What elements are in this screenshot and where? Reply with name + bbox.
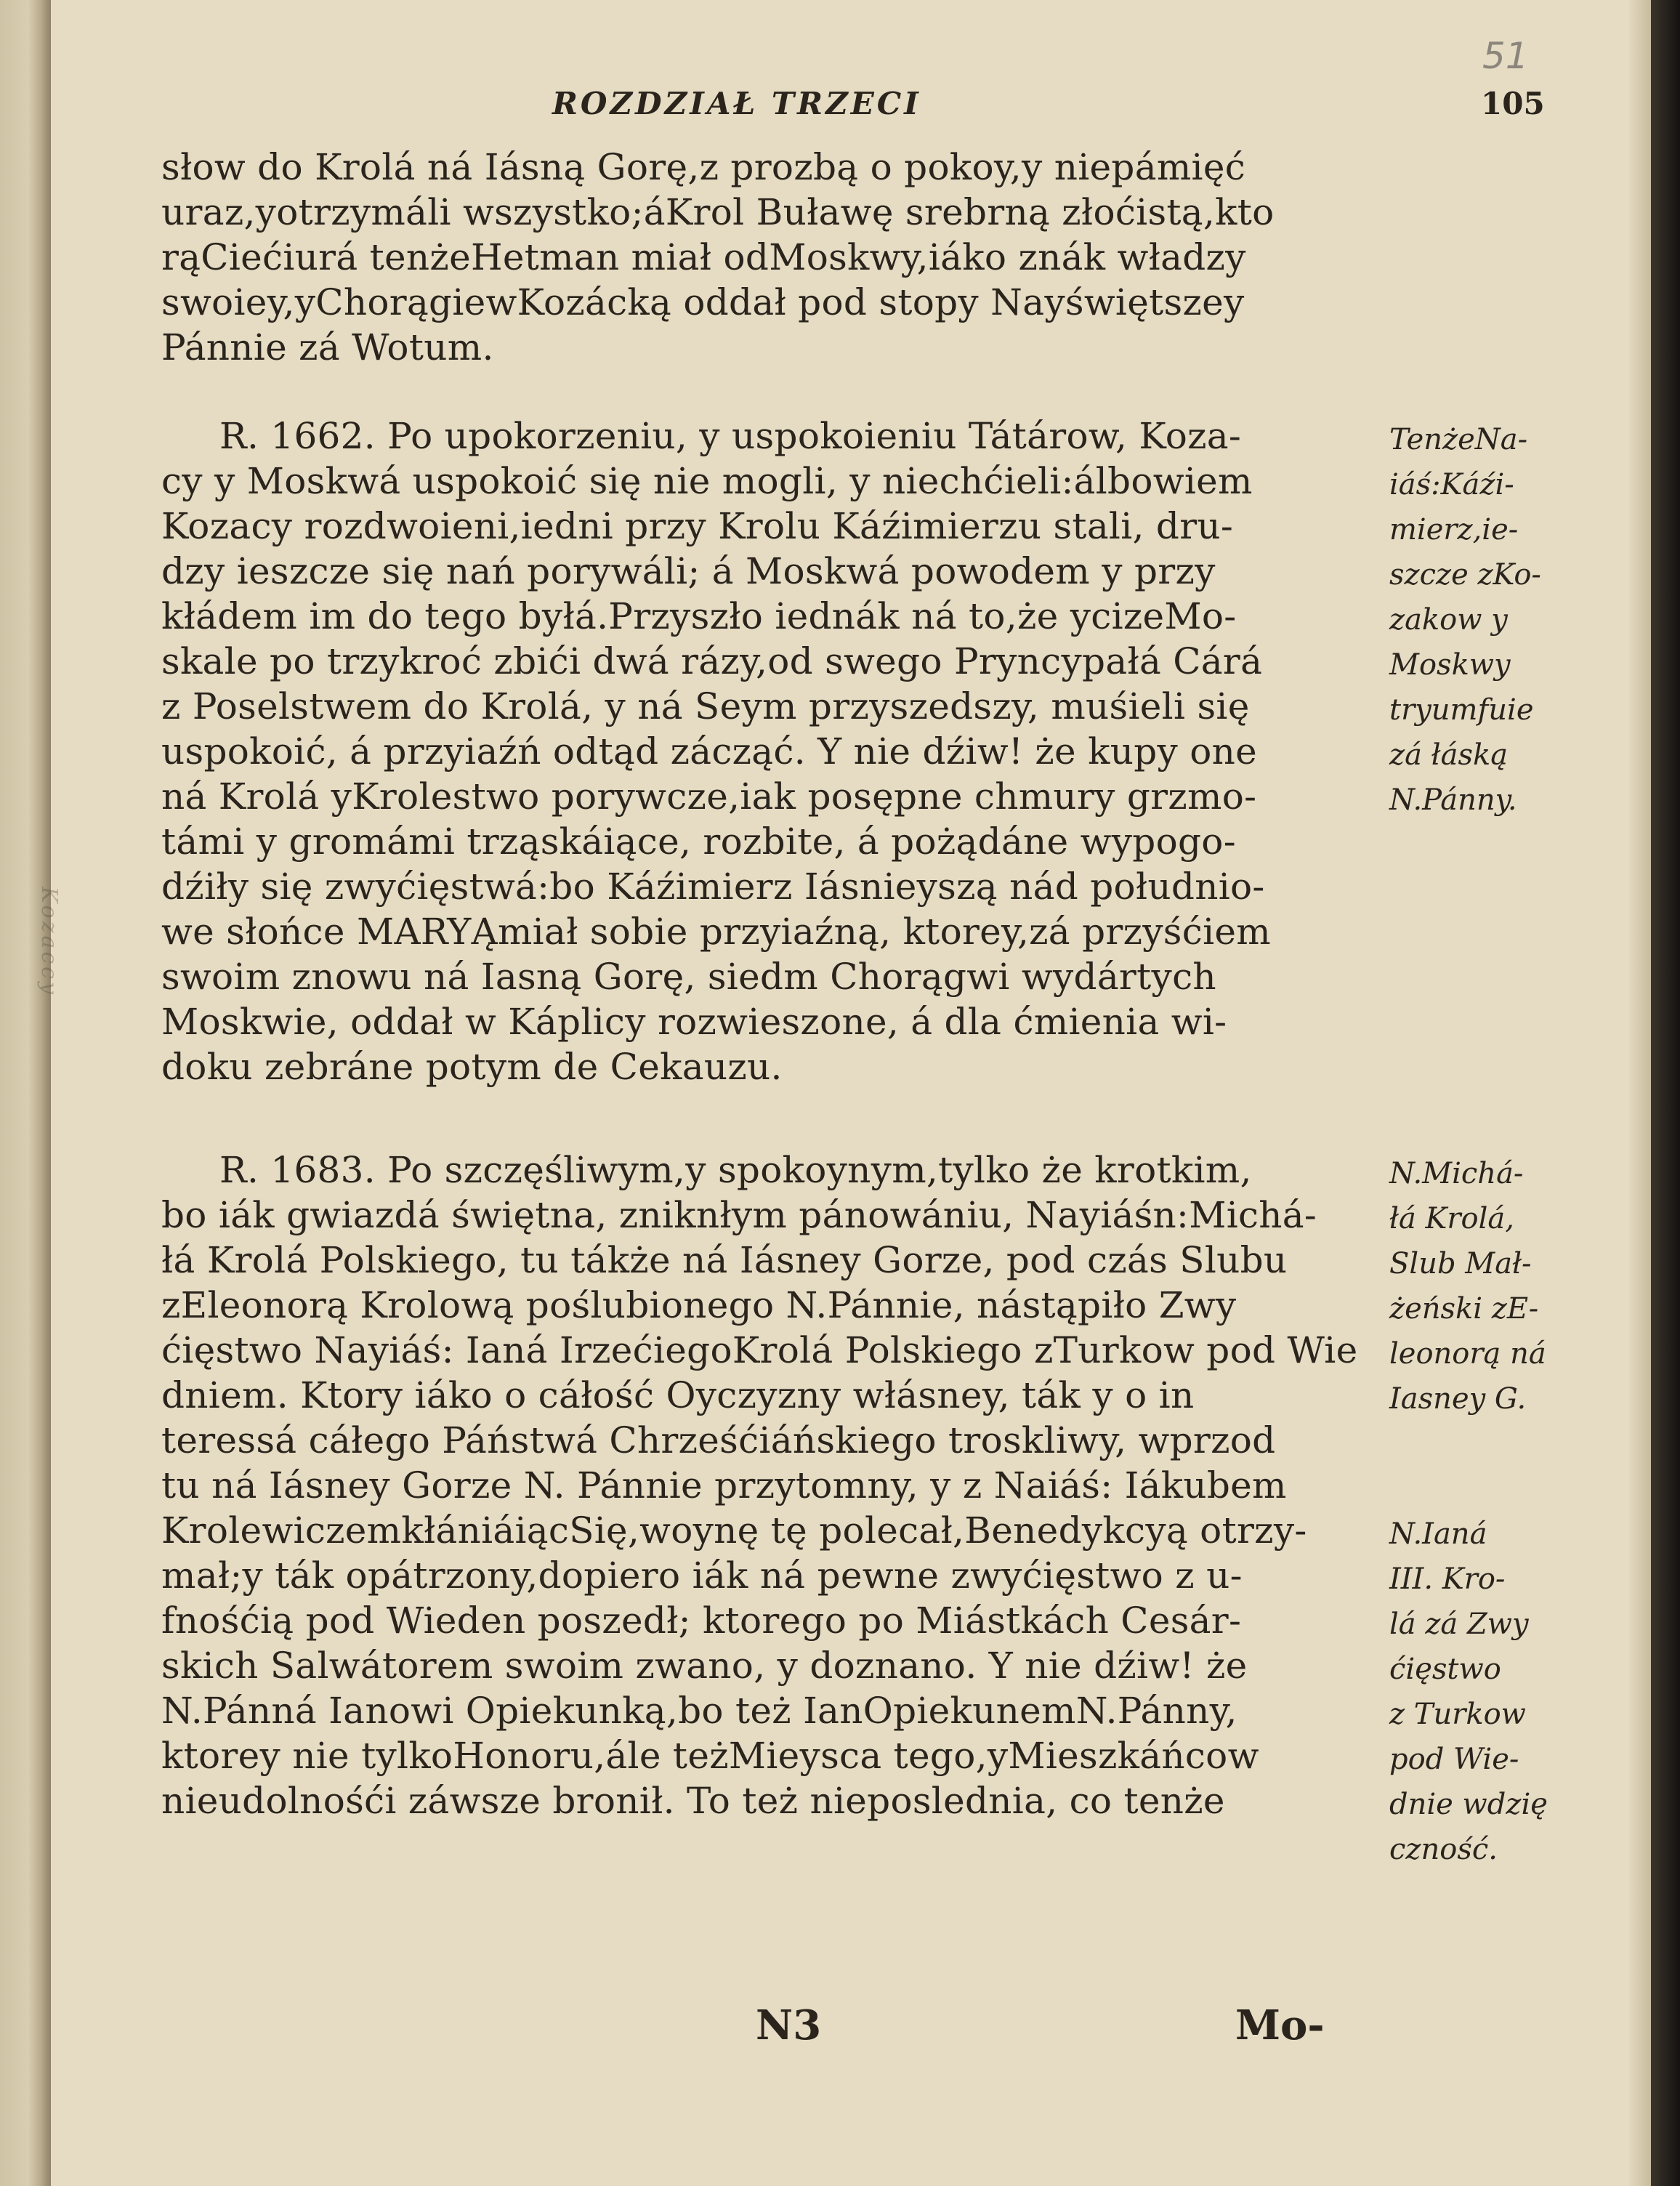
margin-note-line: leonorą ná: [1389, 1337, 1546, 1371]
text-line: KrolewiczemkłániáiącSię,woynę tę polecał,Benedykcyą otrzy-: [161, 1509, 1307, 1552]
margin-note-line: Iasney G.: [1389, 1382, 1527, 1416]
margin-note-line: czność.: [1389, 1833, 1498, 1866]
right-background: [1651, 0, 1680, 2186]
text-line: łá Krolá Polskiego, tu tákże ná Iásney Gorze, pod czás Slubu: [161, 1239, 1288, 1281]
text-line: bo iák gwiazdá świętna, zniknłym pánowániu, Nayiáśn:Michá-: [161, 1194, 1317, 1236]
text-line: słow do Krolá ná Iásną Gorę,z prozbą o pokoy,y niepámięć: [161, 146, 1246, 188]
page-edge: [1629, 0, 1651, 2186]
text-line: zEleonorą Krolową poślubionego N.Pánnie, nástąpiło Zwy: [161, 1284, 1237, 1326]
text-line: uraz,yotrzymáli wszystko;áKrol Buławę srebrną złoćistą,kto: [161, 191, 1275, 233]
margin-note-line: tryumfuie: [1389, 693, 1534, 727]
text-line: swoiey,yChorągiewKozácką oddał pod stopy Nayświętszey: [161, 281, 1245, 323]
text-line: ćięstwo Nayiáś: Ianá IrzećiegoKrolá Polskiego zTurkow pod Wie: [161, 1329, 1358, 1371]
text-line: swoim znowu ná Iasną Gorę, siedm Chorągwi wydártych: [161, 956, 1216, 998]
text-line: teressá cáłego Páństwá Chrześćiáńskiego troskliwy, wprzod: [161, 1419, 1276, 1461]
margin-note-line: zá łáską: [1389, 738, 1509, 772]
margin-note-line: iáś:Káźi-: [1389, 468, 1514, 501]
text-line: dźiły się zwyćięstwá:bo Káźimierz Iásnieyszą nád południo-: [161, 866, 1265, 908]
text-line: nieudolnośći záwsze bronił. To też nieposlednia, co tenże: [161, 1780, 1225, 1822]
text-line: dniem. Ktory iáko o cáłość Oyczyzny włásney, ták y o in: [161, 1374, 1195, 1416]
margin-note-line: pod Wie-: [1389, 1743, 1519, 1776]
margin-note-line: N.Pánny.: [1389, 783, 1517, 817]
margin-note-line: TenżeNa-: [1389, 423, 1528, 456]
text-line: ná Krolá yKrolestwo porywcze,iak posępne chmury grzmo-: [161, 775, 1257, 818]
margin-note-line: mierz,ie-: [1389, 513, 1519, 546]
page-number: 105: [1481, 86, 1545, 121]
text-line: z Poselstwem do Krolá, y ná Seym przyszedszy, muśieli się: [161, 685, 1250, 727]
margin-note-line: III. Kro-: [1389, 1562, 1506, 1596]
margin-note-line: z Turkow: [1389, 1698, 1526, 1731]
text-line: R. 1662. Po upokorzeniu, y uspokoieniu Tátárow, Koza-: [219, 415, 1242, 457]
text-line: ktorey nie tylkoHonoru,ále teżMieysca tego,yMieszkáńcow: [161, 1735, 1259, 1777]
margin-note-line: dnie wdzię: [1389, 1788, 1548, 1821]
text-line: támi y gromámi trząskáiące, rozbite, á pożądáne wypogo-: [161, 820, 1236, 863]
margin-note-line: N.Ianá: [1389, 1517, 1487, 1551]
margin-note-line: szcze zKo-: [1389, 558, 1541, 592]
text-line: doku zebráne potym de Cekauzu.: [161, 1046, 783, 1088]
text-line: N.Pánná Ianowi Opiekunką,bo też IanOpiekunemN.Pánny,: [161, 1690, 1237, 1732]
margin-note-line: Slub Mał-: [1389, 1247, 1532, 1280]
signature-mark: N3: [756, 2001, 822, 2049]
text-line: tu ná Iásney Gorze N. Pánnie przytomny, y z Naiáś: Iákubem: [161, 1464, 1287, 1507]
margin-note-line: N.Michá-: [1389, 1157, 1524, 1190]
text-line: R. 1683. Po szczęśliwym,y spokoynym,tylko że krotkim,: [219, 1149, 1252, 1191]
bleed-through-text: Kozaccy: [36, 887, 62, 997]
pencil-folio-number: 51: [1482, 35, 1529, 77]
catchword: Mo-: [1235, 2001, 1325, 2049]
text-line: skale po trzykroć zbići dwá rázy,od swego Pryncypałá Cárá: [161, 640, 1263, 682]
running-header: ROZDZIAŁ TRZECI: [552, 86, 921, 121]
margin-note-line: zakow y: [1389, 603, 1508, 637]
margin-note-line: łá Krolá,: [1389, 1202, 1514, 1235]
text-line: mał;y ták opátrzony,dopiero iák ná pewne zwyćięstwo z u-: [161, 1554, 1243, 1597]
text-line: fnośćią pod Wieden poszedł; ktorego po Miástkách Cesár-: [161, 1600, 1242, 1642]
text-line: Moskwie, oddał w Káplicy rozwieszone, á dla ćmienia wi-: [161, 1001, 1227, 1043]
margin-note-line: lá zá Zwy: [1389, 1608, 1529, 1641]
margin-note-line: Moskwy: [1389, 648, 1511, 682]
margin-note-line: żeński zE-: [1389, 1292, 1539, 1326]
text-line: Kozacy rozdwoieni,iedni przy Krolu Káźimierzu stali, dru-: [161, 505, 1234, 547]
text-line: we słońce MARYĄmiał sobie przyiaźną, ktorey,zá przyśćiem: [161, 911, 1271, 953]
text-line: dzy ieszcze się nań porywáli; á Moskwá powodem y przy: [161, 550, 1216, 592]
text-line: skich Salwátorem swoim zwano, y doznano. Y nie dźiw! że: [161, 1645, 1248, 1687]
text-line: uspokoić, á przyiaźń odtąd zácząć. Y nie dźiw! że kupy one: [161, 730, 1258, 773]
text-line: rąCiećiurá tenżeHetman miał odMoskwy,iáko znák władzy: [161, 236, 1246, 278]
text-line: cy y Moskwá uspokoić się nie mogli, y niechćieli:álbowiem: [161, 460, 1253, 502]
margin-note-line: ćięstwo: [1389, 1653, 1501, 1686]
text-line: Pánnie zá Wotum.: [161, 326, 494, 368]
text-line: kłádem im do tego byłá.Przyszło iednák ná to,że ycizeMo-: [161, 595, 1237, 637]
